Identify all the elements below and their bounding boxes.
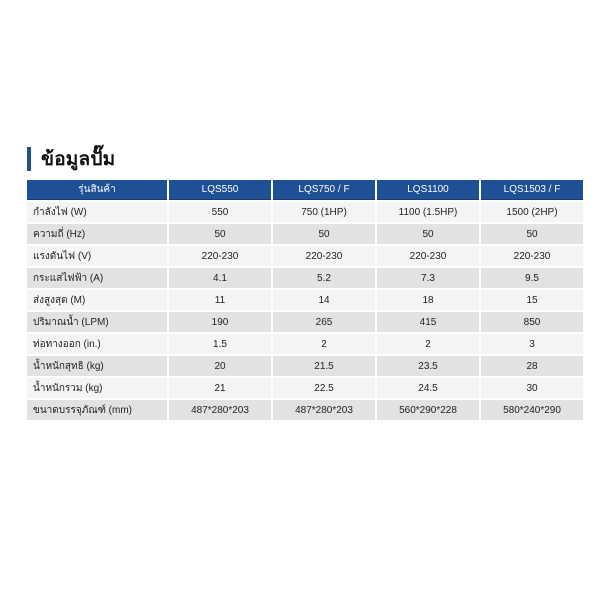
table-cell: 22.5 xyxy=(273,378,375,398)
table-cell: 220-230 xyxy=(481,246,583,266)
table-row xyxy=(27,202,583,222)
table-cell: 9.5 xyxy=(481,268,583,288)
title-block xyxy=(27,146,115,172)
table-cell: 18 xyxy=(377,290,479,310)
table-row xyxy=(27,400,583,420)
table-cell: 220-230 xyxy=(169,246,271,266)
table-cell: 11 xyxy=(169,290,271,310)
table-cell: 415 xyxy=(377,312,479,332)
table-row xyxy=(27,312,583,332)
row-label: น้ำหนักสุทธิ (kg) xyxy=(27,356,167,376)
table-cell: 487*280*203 xyxy=(169,400,271,420)
table-cell: 21 xyxy=(169,378,271,398)
table-cell: 23.5 xyxy=(377,356,479,376)
table-cell: 2 xyxy=(273,334,375,354)
table-cell: 50 xyxy=(169,224,271,244)
table-cell: 21.5 xyxy=(273,356,375,376)
header-lqs750: LQS750 / F xyxy=(273,180,375,200)
header-lqs1503: LQS1503 / F xyxy=(481,180,583,200)
spec-table xyxy=(25,178,585,422)
table-cell: 24.5 xyxy=(377,378,479,398)
table-cell: 850 xyxy=(481,312,583,332)
table-cell: 265 xyxy=(273,312,375,332)
table-cell: 50 xyxy=(481,224,583,244)
table-row xyxy=(27,356,583,376)
row-label: ความถี่ (Hz) xyxy=(27,224,167,244)
table-cell: 2 xyxy=(377,334,479,354)
header-model: รุ่นสินค้า xyxy=(27,180,167,200)
table-row xyxy=(27,268,583,288)
table-cell: 20 xyxy=(169,356,271,376)
table-cell: 1.5 xyxy=(169,334,271,354)
table-cell: 15 xyxy=(481,290,583,310)
row-label: กำลังไฟ (W) xyxy=(27,202,167,222)
table-row xyxy=(27,378,583,398)
table-cell: 580*240*290 xyxy=(481,400,583,420)
row-label: ปริมาณน้ำ (LPM) xyxy=(27,312,167,332)
table-header-row xyxy=(27,180,583,200)
table-cell: 1100 (1.5HP) xyxy=(377,202,479,222)
header-lqs1100: LQS1100 xyxy=(377,180,479,200)
table-cell: 550 xyxy=(169,202,271,222)
row-label: ขนาดบรรจุภัณฑ์ (mm) xyxy=(27,400,167,420)
table-cell: 28 xyxy=(481,356,583,376)
table-row xyxy=(27,290,583,310)
row-label: ท่อทางออก (in.) xyxy=(27,334,167,354)
row-label: ส่งสูงสุด (M) xyxy=(27,290,167,310)
table-cell: 487*280*203 xyxy=(273,400,375,420)
page-title: ข้อมูลปั๊ม xyxy=(41,149,116,170)
title-accent-bar xyxy=(27,147,31,171)
table-cell: 50 xyxy=(377,224,479,244)
table-cell: 5.2 xyxy=(273,268,375,288)
table-row xyxy=(27,246,583,266)
table-cell: 30 xyxy=(481,378,583,398)
table-cell: 190 xyxy=(169,312,271,332)
table-cell: 750 (1HP) xyxy=(273,202,375,222)
row-label: กระแสไฟฟ้า (A) xyxy=(27,268,167,288)
row-label: น้ำหนักรวม (kg) xyxy=(27,378,167,398)
table-row xyxy=(27,334,583,354)
table-cell: 220-230 xyxy=(377,246,479,266)
table-cell: 7.3 xyxy=(377,268,479,288)
row-label: แรงดันไฟ (V) xyxy=(27,246,167,266)
table-cell: 220-230 xyxy=(273,246,375,266)
table-cell: 1500 (2HP) xyxy=(481,202,583,222)
header-lqs550: LQS550 xyxy=(169,180,271,200)
table-cell: 560*290*228 xyxy=(377,400,479,420)
table-cell: 50 xyxy=(273,224,375,244)
table-cell: 14 xyxy=(273,290,375,310)
table-row xyxy=(27,224,583,244)
table-cell: 3 xyxy=(481,334,583,354)
table-cell: 4.1 xyxy=(169,268,271,288)
